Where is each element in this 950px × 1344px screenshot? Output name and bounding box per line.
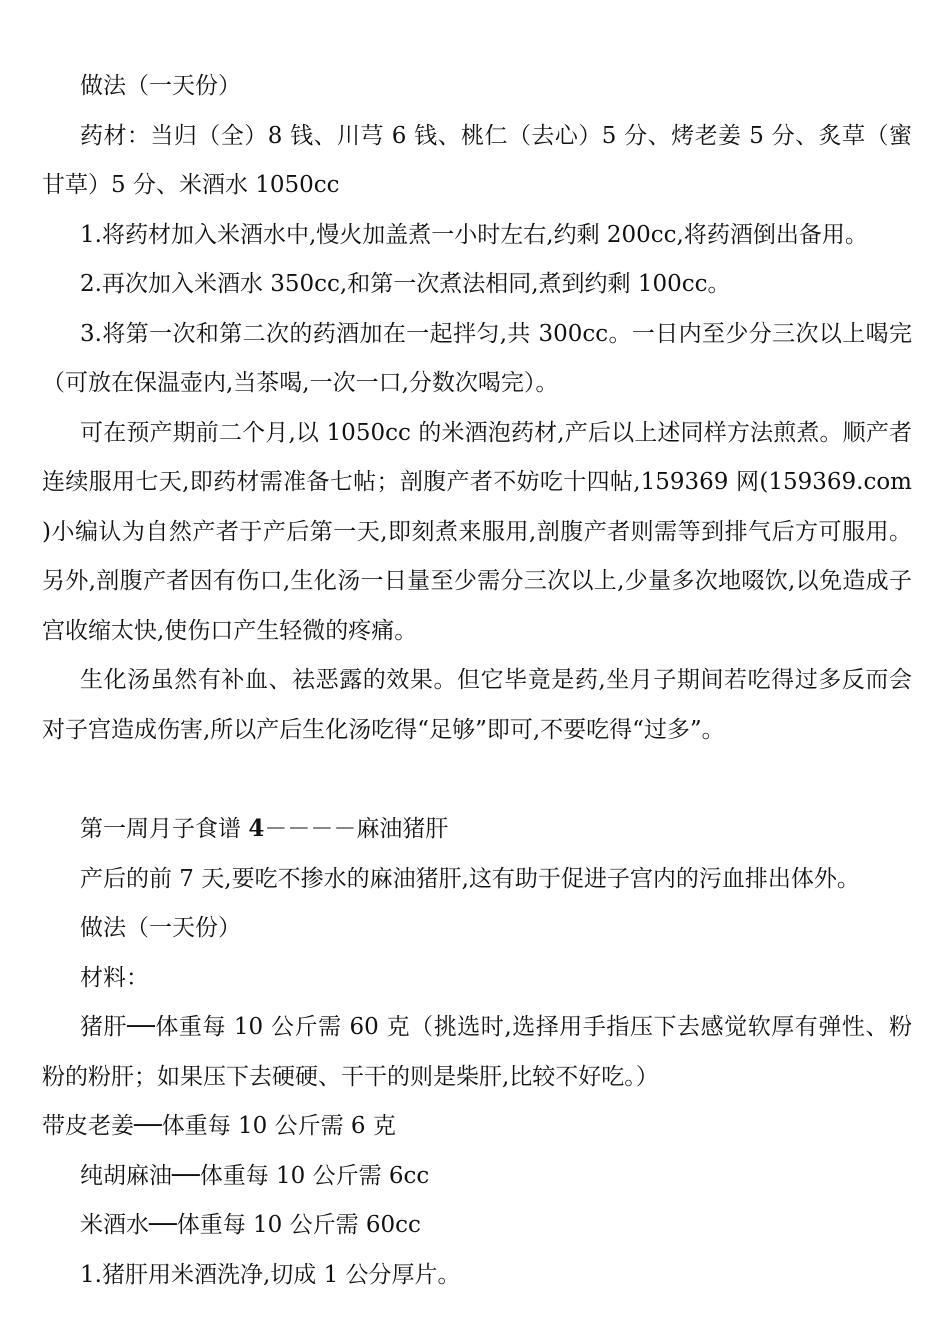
recipe-title <box>42 804 912 855</box>
material-item-sesame-oil: 纯胡麻油──体重每 10 公斤需 6cc <box>80 1162 430 1189</box>
recipe-intro: 产后的前 7 天,要吃不掺水的麻油猪肝,这有助于促进子宫内的污血排出体外。 <box>80 865 860 892</box>
caution-paragraph: 生化汤虽然有补血、祛恶露的效果。但它毕竟是药,坐月子期间若吃得过多反而会对子宫造成伤害,所以产后生化汤吃得“足够”即可,不要吃得“过多”。 <box>42 667 912 743</box>
material-item-rice-wine: 米酒水──体重每 10 公斤需 60cc <box>80 1212 421 1238</box>
step-2: 2.再次加入米酒水 350cc,和第一次煮法相同,煮到约剩 100cc。 <box>80 271 731 297</box>
step-3: 3.将第一次和第二次的药酒加在一起拌匀,共 300cc。一日内至少分三次以上喝完（可放在保温壶内,当茶喝,一次一口,分数次喝完）。 <box>42 320 912 396</box>
preparation-paragraph: 可在预产期前二个月,以 1050cc 的米酒泡药材,产后以上述同样方法煎煮。顺产者连续服用七天,即药材需准备七帖；剖腹产者不妨吃十四帖,159369 网(159369.com )小编认为自然产者于产后第一天,即刻煮来服用,剖腹产者则需等到排气后方可服用。另外,剖腹产者因有伤口,生化汤一日量至少需分三次以上,少量多次地啜饮,以免造成子宫收缩太快,使伤口产生轻微的疼痛。 <box>42 419 912 644</box>
material-item-ginger: 带皮老姜──体重每 10 公斤需 6 克 <box>42 1113 396 1139</box>
recipe-method-heading: 做法（一天份） <box>80 915 241 941</box>
ingredients-paragraph: 药材：当归（全）8 钱、川芎 6 钱、桃仁（去心）5 分、烤老姜 5 分、炙草（蜜甘草）5 分、米酒水 1050cc <box>42 122 912 198</box>
recipe-title-prefix: 第一周月子食谱 <box>80 816 249 842</box>
material-item-pork-liver: 猪肝──体重每 10 公斤需 60 克（挑选时,选择用手指压下去感觉软厚有弹性、粉粉的粉肝；如果压下去硬硬、干干的则是柴肝,比较不好吃。） <box>42 1014 912 1090</box>
document-page <box>42 62 912 1300</box>
section-gap <box>42 755 912 804</box>
step-1: 1.将药材加入米酒水中,慢火加盖煮一小时左右,约剩 200cc,将药酒倒出备用。 <box>80 221 868 248</box>
method-heading: 做法（一天份） <box>80 73 241 99</box>
recipe-title-suffix: －－－－麻油猪肝 <box>264 816 449 842</box>
recipe-step-1: 1.猪肝用米酒洗净,切成 1 公分厚片。 <box>80 1261 461 1288</box>
recipe-title-number: 4 <box>248 815 265 842</box>
materials-label: 材料： <box>80 964 149 991</box>
